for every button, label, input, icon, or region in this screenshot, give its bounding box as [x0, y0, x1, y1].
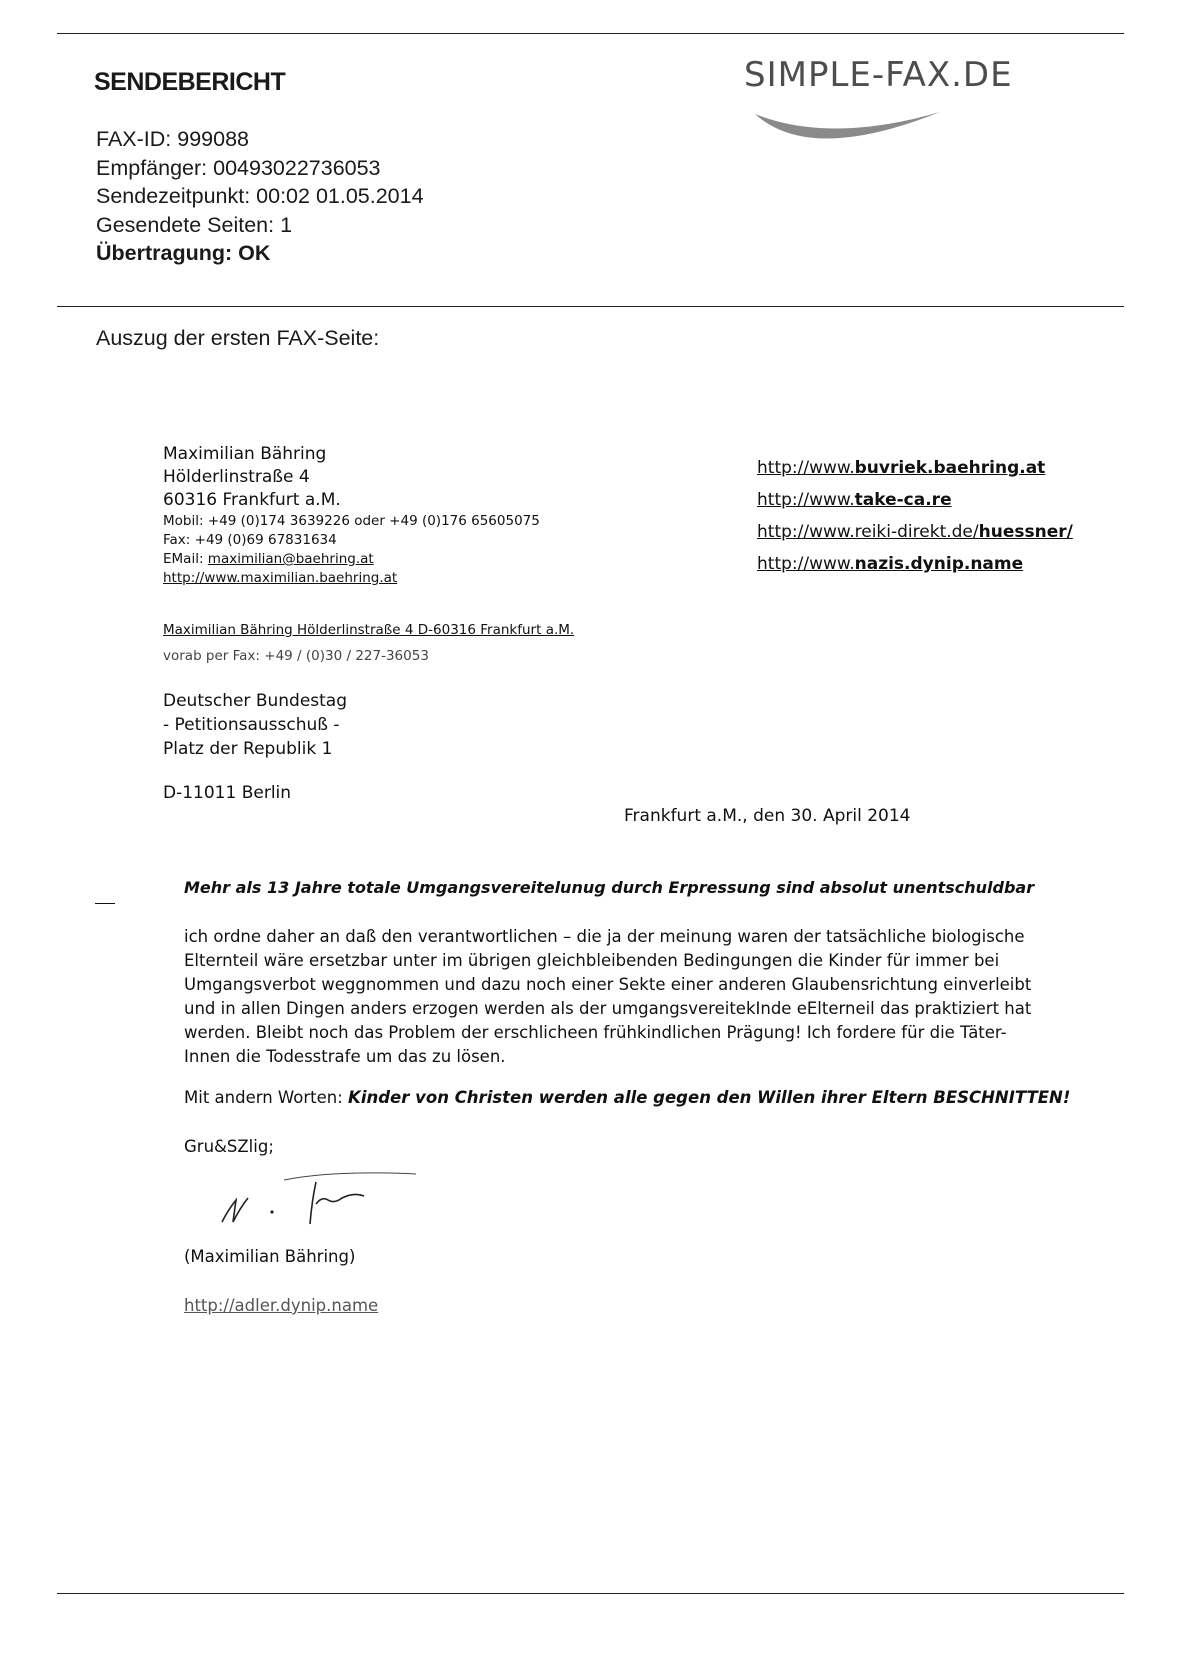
- fold-mark: [95, 903, 115, 904]
- letter-date: Frankfurt a.M., den 30. April 2014: [624, 806, 911, 826]
- link-domain: nazis.dynip.name: [854, 554, 1024, 574]
- link-domain: buvriek.baehring.at: [854, 458, 1046, 478]
- closing-prefix: Mit andern Worten:: [184, 1088, 349, 1107]
- report-meta: [96, 125, 424, 268]
- simple-fax-logo: [740, 52, 1110, 142]
- sender-mobile: Mobil: +49 (0)174 3639226 oder +49 (0)176 65605075: [163, 513, 540, 529]
- link-list: [757, 452, 1073, 580]
- recipient-line: - Petitionsausschuß -: [163, 715, 340, 735]
- greeting: Gru&SZlig;: [184, 1137, 274, 1156]
- transmission-status: Übertragung: OK: [96, 241, 271, 265]
- recipient-line: Platz der Republik 1: [163, 739, 333, 759]
- link-prefix: http://www.reiki-direkt.de/: [757, 522, 979, 542]
- sender-website-link[interactable]: http://www.maximilian.baehring.at: [163, 570, 398, 586]
- fax-id: FAX-ID: 999088: [96, 127, 249, 151]
- letter-body: [184, 925, 1064, 1069]
- closing-line: [184, 1088, 1070, 1107]
- signature-name: (Maximilian Bähring): [184, 1247, 356, 1266]
- link-prefix: http://www.: [757, 490, 855, 510]
- logo-text: SIMPLE-FAX.DE: [744, 55, 1013, 95]
- excerpt-label: Auszug der ersten FAX-Seite:: [96, 326, 380, 350]
- sender-fax: Fax: +49 (0)69 67831634: [163, 532, 337, 548]
- body-line: Elternteil wäre ersetzbar unter im übrigen gleichbleibenden Bedingungen die Kinder für immer bei: [184, 951, 1000, 970]
- sender-email-row: [163, 550, 540, 569]
- signature-link[interactable]: http://adler.dynip.name: [184, 1296, 379, 1315]
- link-item[interactable]: [757, 484, 1073, 516]
- recipient-block: [163, 689, 347, 761]
- recipient-line: Deutscher Bundestag: [163, 691, 348, 711]
- link-domain: huessner/: [978, 522, 1073, 542]
- return-address-line: Maximilian Bähring Hölderlinstraße 4 D-60316 Frankfurt a.M.: [163, 622, 575, 638]
- closing-emphasis: Kinder von Christen werden alle gegen den Willen ihrer Eltern BESCHNITTEN!: [348, 1088, 1071, 1107]
- link-prefix: http://www.: [757, 554, 855, 574]
- link-item[interactable]: [757, 516, 1073, 548]
- sender-street: Hölderlinstraße 4: [163, 467, 310, 487]
- sender-city: 60316 Frankfurt a.M.: [163, 490, 341, 510]
- sender-block: [163, 443, 540, 588]
- sender-email-link[interactable]: maximilian@baehring.at: [207, 551, 374, 567]
- handwritten-signature: [184, 1160, 454, 1240]
- link-item[interactable]: [757, 452, 1073, 484]
- middle-rule: [57, 306, 1124, 307]
- pre-fax-line: vorab per Fax: +49 / (0)30 / 227-36053: [163, 648, 429, 664]
- letter-subject: Mehr als 13 Jahre totale Umgangsvereitelunug durch Erpressung sind absolut unentschuldbar: [184, 878, 1035, 897]
- sender-name: Maximilian Bähring: [163, 444, 327, 464]
- body-line: Innen die Todesstrafe um das zu lösen.: [184, 1047, 506, 1066]
- link-domain: take-ca.re: [854, 490, 952, 510]
- sender-website-row: [163, 569, 540, 588]
- body-line: und in allen Dingen anders erzogen werden als der umgangsvereitekInde eElterneil das praktiziert hat: [184, 999, 1032, 1018]
- email-label: EMail:: [163, 551, 208, 567]
- body-line: werden. Bleibt noch das Problem der erschlicheen frühkindlichen Prägung! Ich fordere für die Täter-: [184, 1023, 1007, 1042]
- bottom-rule: [57, 1593, 1124, 1594]
- recipient-number: Empfänger: 00493022736053: [96, 155, 381, 180]
- body-line: Umgangsverbot weggnommen und dazu noch einer Sekte einer anderen Glaubensrichtung einverleibt: [184, 975, 1032, 994]
- link-prefix: http://www.: [757, 458, 855, 478]
- recipient-city: D-11011 Berlin: [163, 783, 292, 803]
- body-line: ich ordne daher an daß den verantwortlichen – die ja der meinung waren der tatsächliche biologische: [184, 927, 1025, 946]
- report-title: SENDEBERICHT: [94, 68, 286, 96]
- top-rule: [57, 33, 1124, 34]
- link-item[interactable]: [757, 548, 1073, 580]
- pages-sent: Gesendete Seiten: 1: [96, 212, 293, 237]
- send-time: Sendezeitpunkt: 00:02 01.05.2014: [96, 184, 424, 208]
